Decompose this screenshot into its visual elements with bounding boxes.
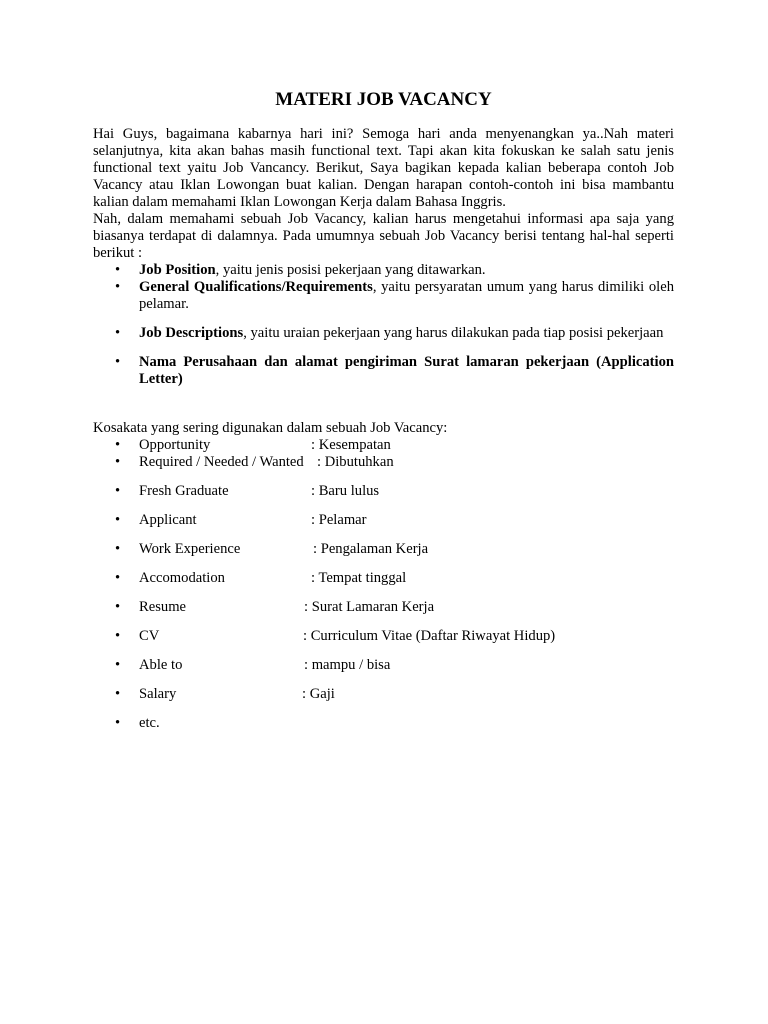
bullet-icon: • [115,570,121,586]
list-item [93,512,674,529]
bullet-icon: • [115,279,121,295]
bullet-icon: • [115,715,121,731]
vocab-meaning: : Baru lulus [311,483,380,499]
list-item [93,686,674,703]
vocab-term: Applicant [139,512,197,528]
item-description: , yaitu jenis posisi pekerjaan yang ditawarkan. [215,262,486,278]
bullet-icon: • [115,686,121,702]
vocab-meaning: : Surat Lamaran Kerja [304,599,435,615]
intro-paragraph-1: Hai Guys, bagaimana kabarnya hari ini? Semoga hari anda menyenangkan ya..Nah materi selanjutnya, kita akan bahas masih functional text. Tapi akan kita fokuskan ke salah satu jenis functional text yaitu Job Vancancy. Berikut, Saya bagikan kepada kalian beberapa contoh Job Vacancy atau Iklan Lowongan buat kalian. Dengan harapan contoh-contoh ini bisa mambantu kalian dalam memahami Iklan Lowongan Kerja dalam Bahasa Inggris. [93,126,674,210]
vocab-term: etc. [139,715,160,731]
bullet-icon: • [115,599,121,615]
vocab-meaning: : Dibutuhkan [317,454,394,470]
list-item [93,483,674,500]
list-item [93,325,674,342]
bullet-icon: • [115,657,121,673]
intro-paragraph-2: Nah, dalam memahami sebuah Job Vacancy, kalian harus mengetahui informasi apa saja yang biasanya terdapat di dalamnya. Pada umumnya sebuah Job Vacancy berisi tentang hal-hal seperti berikut : [93,211,674,261]
list-item [93,715,674,732]
page-title: MATERI JOB VACANCY [275,89,492,110]
list-item [93,599,674,616]
bullet-icon: • [115,541,121,557]
list-item [93,262,674,279]
vocab-term: Work Experience [139,541,241,557]
bullet-icon: • [115,512,121,528]
vocab-term: Able to [139,657,183,673]
item-heading: General Qualifications/Requirements [139,279,373,295]
list-item [93,437,674,454]
vocab-meaning: : mampu / bisa [304,657,391,673]
bullet-icon: • [115,325,121,341]
vocabulary-heading: Kosakata yang sering digunakan dalam sebuah Job Vacancy: [93,420,448,436]
item-description: , yaitu persyaratan umum yang harus dimiliki oleh pelamar. [139,279,674,312]
job-vacancy-contents-list [93,262,674,388]
item-heading: Job Position [139,262,216,278]
list-item [93,279,674,313]
vocab-meaning: : Pelamar [311,512,367,528]
bullet-icon: • [115,628,121,644]
vocab-meaning: : Curriculum Vitae (Daftar Riwayat Hidup) [303,628,556,644]
list-item [93,628,674,645]
vocabulary-list [93,437,674,732]
vocab-meaning: : Kesempatan [311,437,391,453]
vocab-term: Opportunity [139,437,211,453]
list-item [93,570,674,587]
vocab-term: Fresh Graduate [139,483,229,499]
vocab-term: Required / Needed / Wanted [139,454,304,470]
list-item [93,354,674,388]
vocab-term: Salary [139,686,177,702]
item-heading: Nama Perusahaan dan alamat pengiriman Surat lamaran pekerjaan (Application Letter) [139,354,674,387]
vocab-meaning: : Gaji [302,686,335,702]
list-item [93,657,674,674]
vocab-meaning: : Tempat tinggal [311,570,407,586]
item-heading: Job Descriptions [139,325,244,341]
bullet-icon: • [115,454,121,470]
item-description: , yaitu uraian pekerjaan yang harus dilakukan pada tiap posisi pekerjaan [243,325,664,341]
list-item [93,454,674,471]
vocab-term: Resume [139,599,187,615]
bullet-icon: • [115,262,121,278]
bullet-icon: • [115,483,121,499]
bullet-icon: • [115,437,121,453]
bullet-icon: • [115,354,121,370]
vocab-term: CV [139,628,160,644]
intro-section [93,126,674,388]
list-item [93,541,674,558]
vocab-meaning: : Pengalaman Kerja [313,541,429,557]
vocab-term: Accomodation [139,570,225,586]
